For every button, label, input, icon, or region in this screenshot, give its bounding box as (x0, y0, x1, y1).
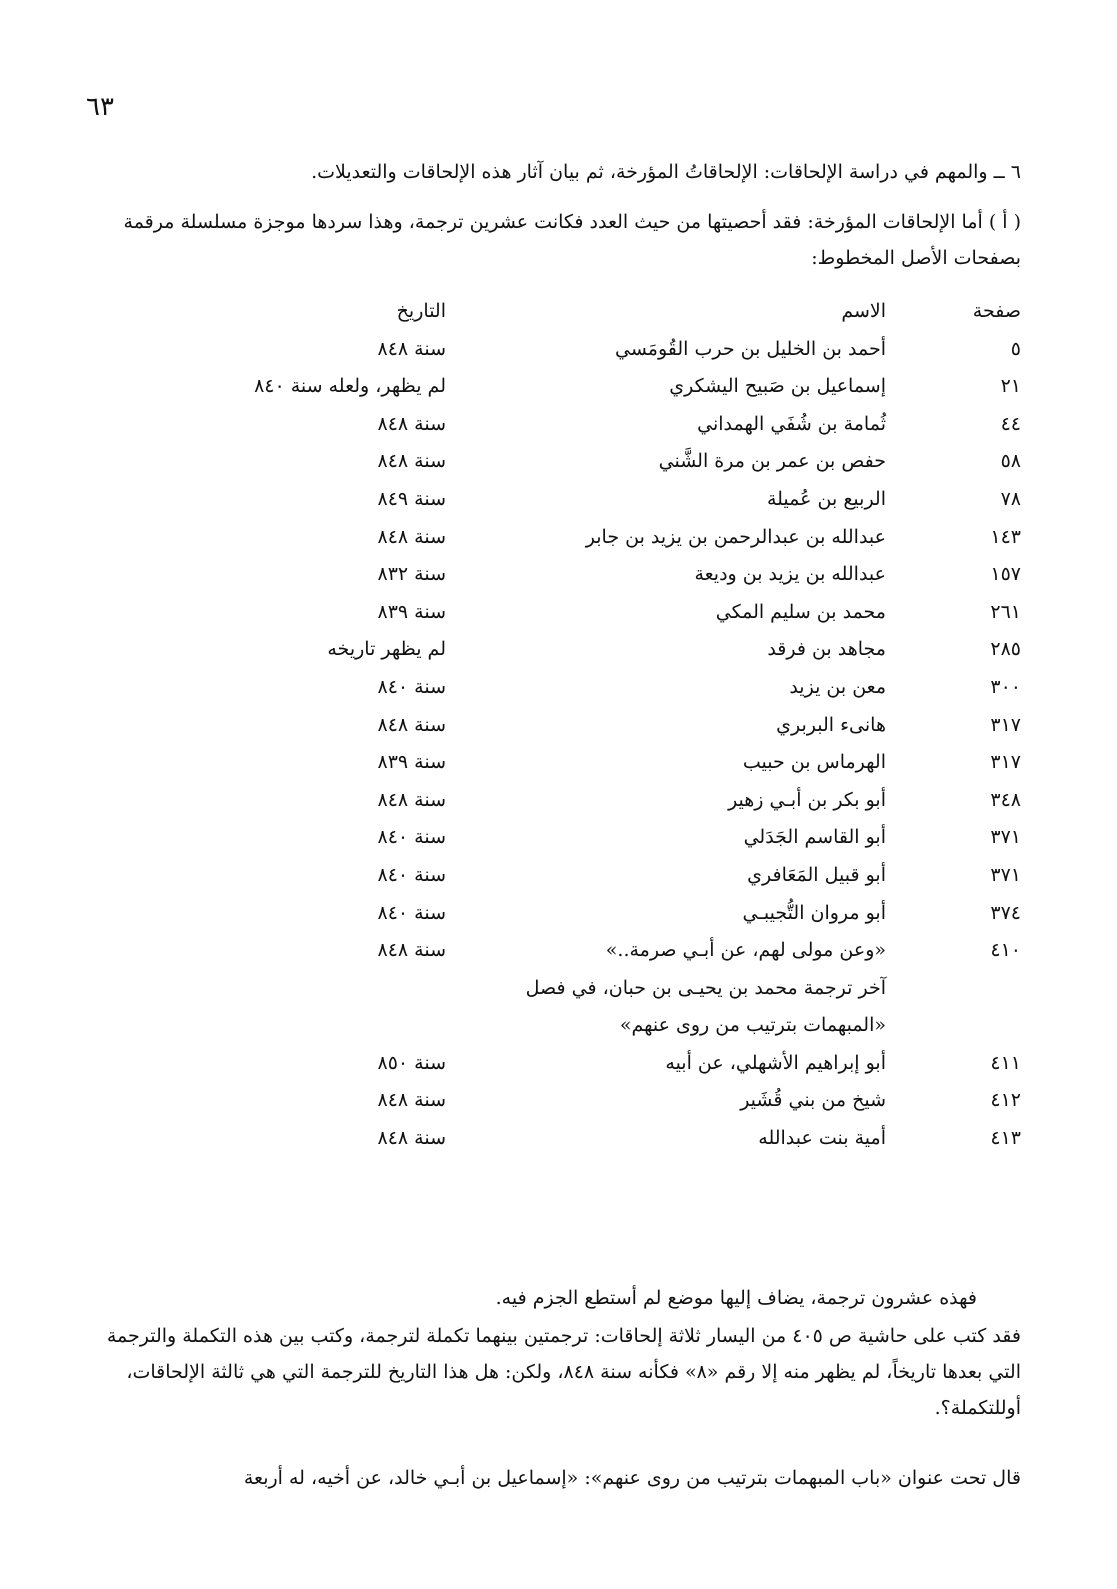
table-row (91, 338, 1021, 376)
row-page: ٣٧١ (990, 826, 1021, 849)
row-date: سنة ٨٤٨ (377, 337, 446, 360)
note-block (91, 977, 1021, 1052)
row-page: ٤١٣ (990, 1127, 1021, 1150)
row-page: ٢٦١ (990, 600, 1021, 623)
row-name: عبدالله بن عبدالرحمن بن يزيد بن جابر (585, 525, 886, 548)
table-row (91, 902, 1021, 940)
rows-before-note (91, 338, 1021, 977)
table-row (91, 751, 1021, 789)
row-date: سنة ٨٤٨ (377, 713, 446, 736)
row-name: شيخ من بني قُشَير (740, 1089, 886, 1112)
after-table-paragraph-1: فهذه عشرون ترجمة، يضاف إليها موضع لم أستطع الجزم فيه. (495, 1287, 977, 1309)
row-date: سنة ٨٤٨ (377, 939, 446, 962)
row-page: ٣٤٨ (990, 788, 1021, 811)
table-header (91, 300, 1021, 338)
note-line (91, 1014, 1021, 1052)
row-date: سنة ٨٥٠ (377, 1051, 446, 1074)
table-row (91, 638, 1021, 676)
intro-paragraph: ٦ ــ والمهم في دراسة الإلحاقات: الإلحاقاتُ المؤرخة، ثم بيان آثار هذه الإلحاقات والتعديلات. (311, 161, 1021, 183)
row-page: ٣٧٤ (990, 901, 1021, 924)
row-page: ١٤٣ (990, 525, 1021, 548)
after-table-paragraph-2: فقد كتب على حاشية ص ٤٠٥ من اليسار ثلاثة إلحاقات: ترجمتين بينهما تكملة لترجمة، وكتب بين هذه التكملة والترجمة التي بعدها تاريخاً، لم يظهر منه إلا رقم «٨» فكأنه سنة ٨٤٨، ولكن: هل هذا التاريخ للترجمة التي هي ثالثة الإلحاقات، أوللتكملة؟. (106, 1325, 1021, 1419)
row-date: سنة ٨٤٠ (377, 675, 446, 698)
row-date: سنة ٨٤٠ (377, 826, 446, 849)
row-page: ٢٨٥ (990, 638, 1021, 661)
row-name: أبو القاسم الجَدَلي (743, 826, 886, 849)
row-page: ٣٧١ (990, 863, 1021, 886)
row-name: ثُمامة بن شُفَي الهمداني (697, 412, 886, 435)
row-date: سنة ٨٤٨ (377, 412, 446, 435)
row-page: ٤١١ (990, 1051, 1021, 1074)
row-date: سنة ٨٤٠ (377, 901, 446, 924)
row-page: ٣١٧ (990, 713, 1021, 736)
page-number: ٦٣ (86, 92, 114, 122)
header-page: صفحة (972, 300, 1021, 322)
table-row (91, 563, 1021, 601)
row-name: أبو بكر بن أبـي زهير (728, 788, 886, 811)
row-name: محمد بن سليم المكي (715, 600, 886, 623)
table-row (91, 413, 1021, 451)
entries-table (91, 300, 1021, 1165)
row-name: حفص بن عمر بن مرة الشَّني (658, 450, 886, 473)
rows-after-note (91, 1052, 1021, 1165)
row-date: سنة ٨٤٠ (377, 863, 446, 886)
table-row (91, 676, 1021, 714)
row-page: ٤١٢ (990, 1089, 1021, 1112)
table-row (91, 939, 1021, 977)
row-name: مجاهد بن فرقد (767, 638, 886, 661)
table-row (91, 864, 1021, 902)
header-name: الاسم (841, 300, 886, 322)
row-name: أمية بنت عبدالله (758, 1127, 886, 1150)
row-name: هانىء البربري (776, 713, 886, 736)
row-page: ٥ (1010, 337, 1021, 360)
row-date: سنة ٨٣٩ (377, 600, 446, 623)
table-row (91, 789, 1021, 827)
after-table-paragraph-3: قال تحت عنوان «باب المبهمات بترتيب من روى عنهم»: «إسماعيل بن أبـي خالد، عن أخيه، له أربعة (243, 1467, 1021, 1489)
table-row (91, 450, 1021, 488)
row-date: سنة ٨٤٨ (377, 1127, 446, 1150)
row-page: ٣٠٠ (990, 675, 1021, 698)
header-date: التاريخ (396, 300, 446, 322)
row-name: الربيع بن عُميلة (766, 487, 886, 510)
row-name: أبو إبراهيم الأشهلي، عن أبيه (665, 1051, 886, 1074)
note-text: آخر ترجمة محمد بن يحيـى بن حبان، في فصل (525, 976, 886, 999)
table-row (91, 488, 1021, 526)
table-row (91, 1127, 1021, 1165)
table-row (91, 375, 1021, 413)
row-page: ٢١ (1000, 375, 1021, 398)
row-page: ١٥٧ (990, 563, 1021, 586)
row-name: أبو قبيل المَعَافري (747, 863, 886, 886)
row-date: سنة ٨٣٢ (377, 563, 446, 586)
row-name: أحمد بن الخليل بن حرب القُومَسي (614, 337, 886, 360)
row-page: ٣١٧ (990, 751, 1021, 774)
row-name: «وعن مولى لهم، عن أبـي صرمة..» (605, 939, 886, 962)
sub-intro-paragraph: ( أ ) أما الإلحاقات المؤرخة: فقد أحصيتها من حيث العدد فكانت عشرين ترجمة، وهذا سردها موجزة مسلسلة مرقمة بصفحات الأصل المخطوط: (123, 211, 1021, 269)
row-date: لم يظهر تاريخه (327, 638, 446, 661)
row-page: ٧٨ (1000, 487, 1021, 510)
row-date: سنة ٨٤٨ (377, 788, 446, 811)
row-name: الهرماس بن حبيب (742, 751, 886, 774)
row-date: سنة ٨٤٨ (377, 450, 446, 473)
row-name: عبدالله بن يزيد بن وديعة (694, 563, 886, 586)
table-row (91, 826, 1021, 864)
row-date: سنة ٨٤٨ (377, 525, 446, 548)
table-row (91, 1089, 1021, 1127)
row-date: سنة ٨٣٩ (377, 751, 446, 774)
row-page: ٤٤ (1000, 412, 1021, 435)
table-row (91, 601, 1021, 639)
table-row (91, 526, 1021, 564)
row-page: ٥٨ (1000, 450, 1021, 473)
row-date: سنة ٨٤٨ (377, 1089, 446, 1112)
row-name: إسماعيل بن صَبيح اليشكري (669, 375, 886, 398)
table-row (91, 1052, 1021, 1090)
note-line (91, 977, 1021, 1015)
row-name: أبو مروان التُّجيبـي (742, 901, 886, 924)
table-row (91, 714, 1021, 752)
row-date: سنة ٨٤٩ (377, 487, 446, 510)
row-date: لم يظهر، ولعله سنة ٨٤٠ (254, 375, 446, 398)
row-name: معن بن يزيد (789, 675, 886, 698)
note-text: «المبهمات بترتيب من روى عنهم» (619, 1014, 886, 1037)
row-page: ٤١٠ (990, 939, 1021, 962)
